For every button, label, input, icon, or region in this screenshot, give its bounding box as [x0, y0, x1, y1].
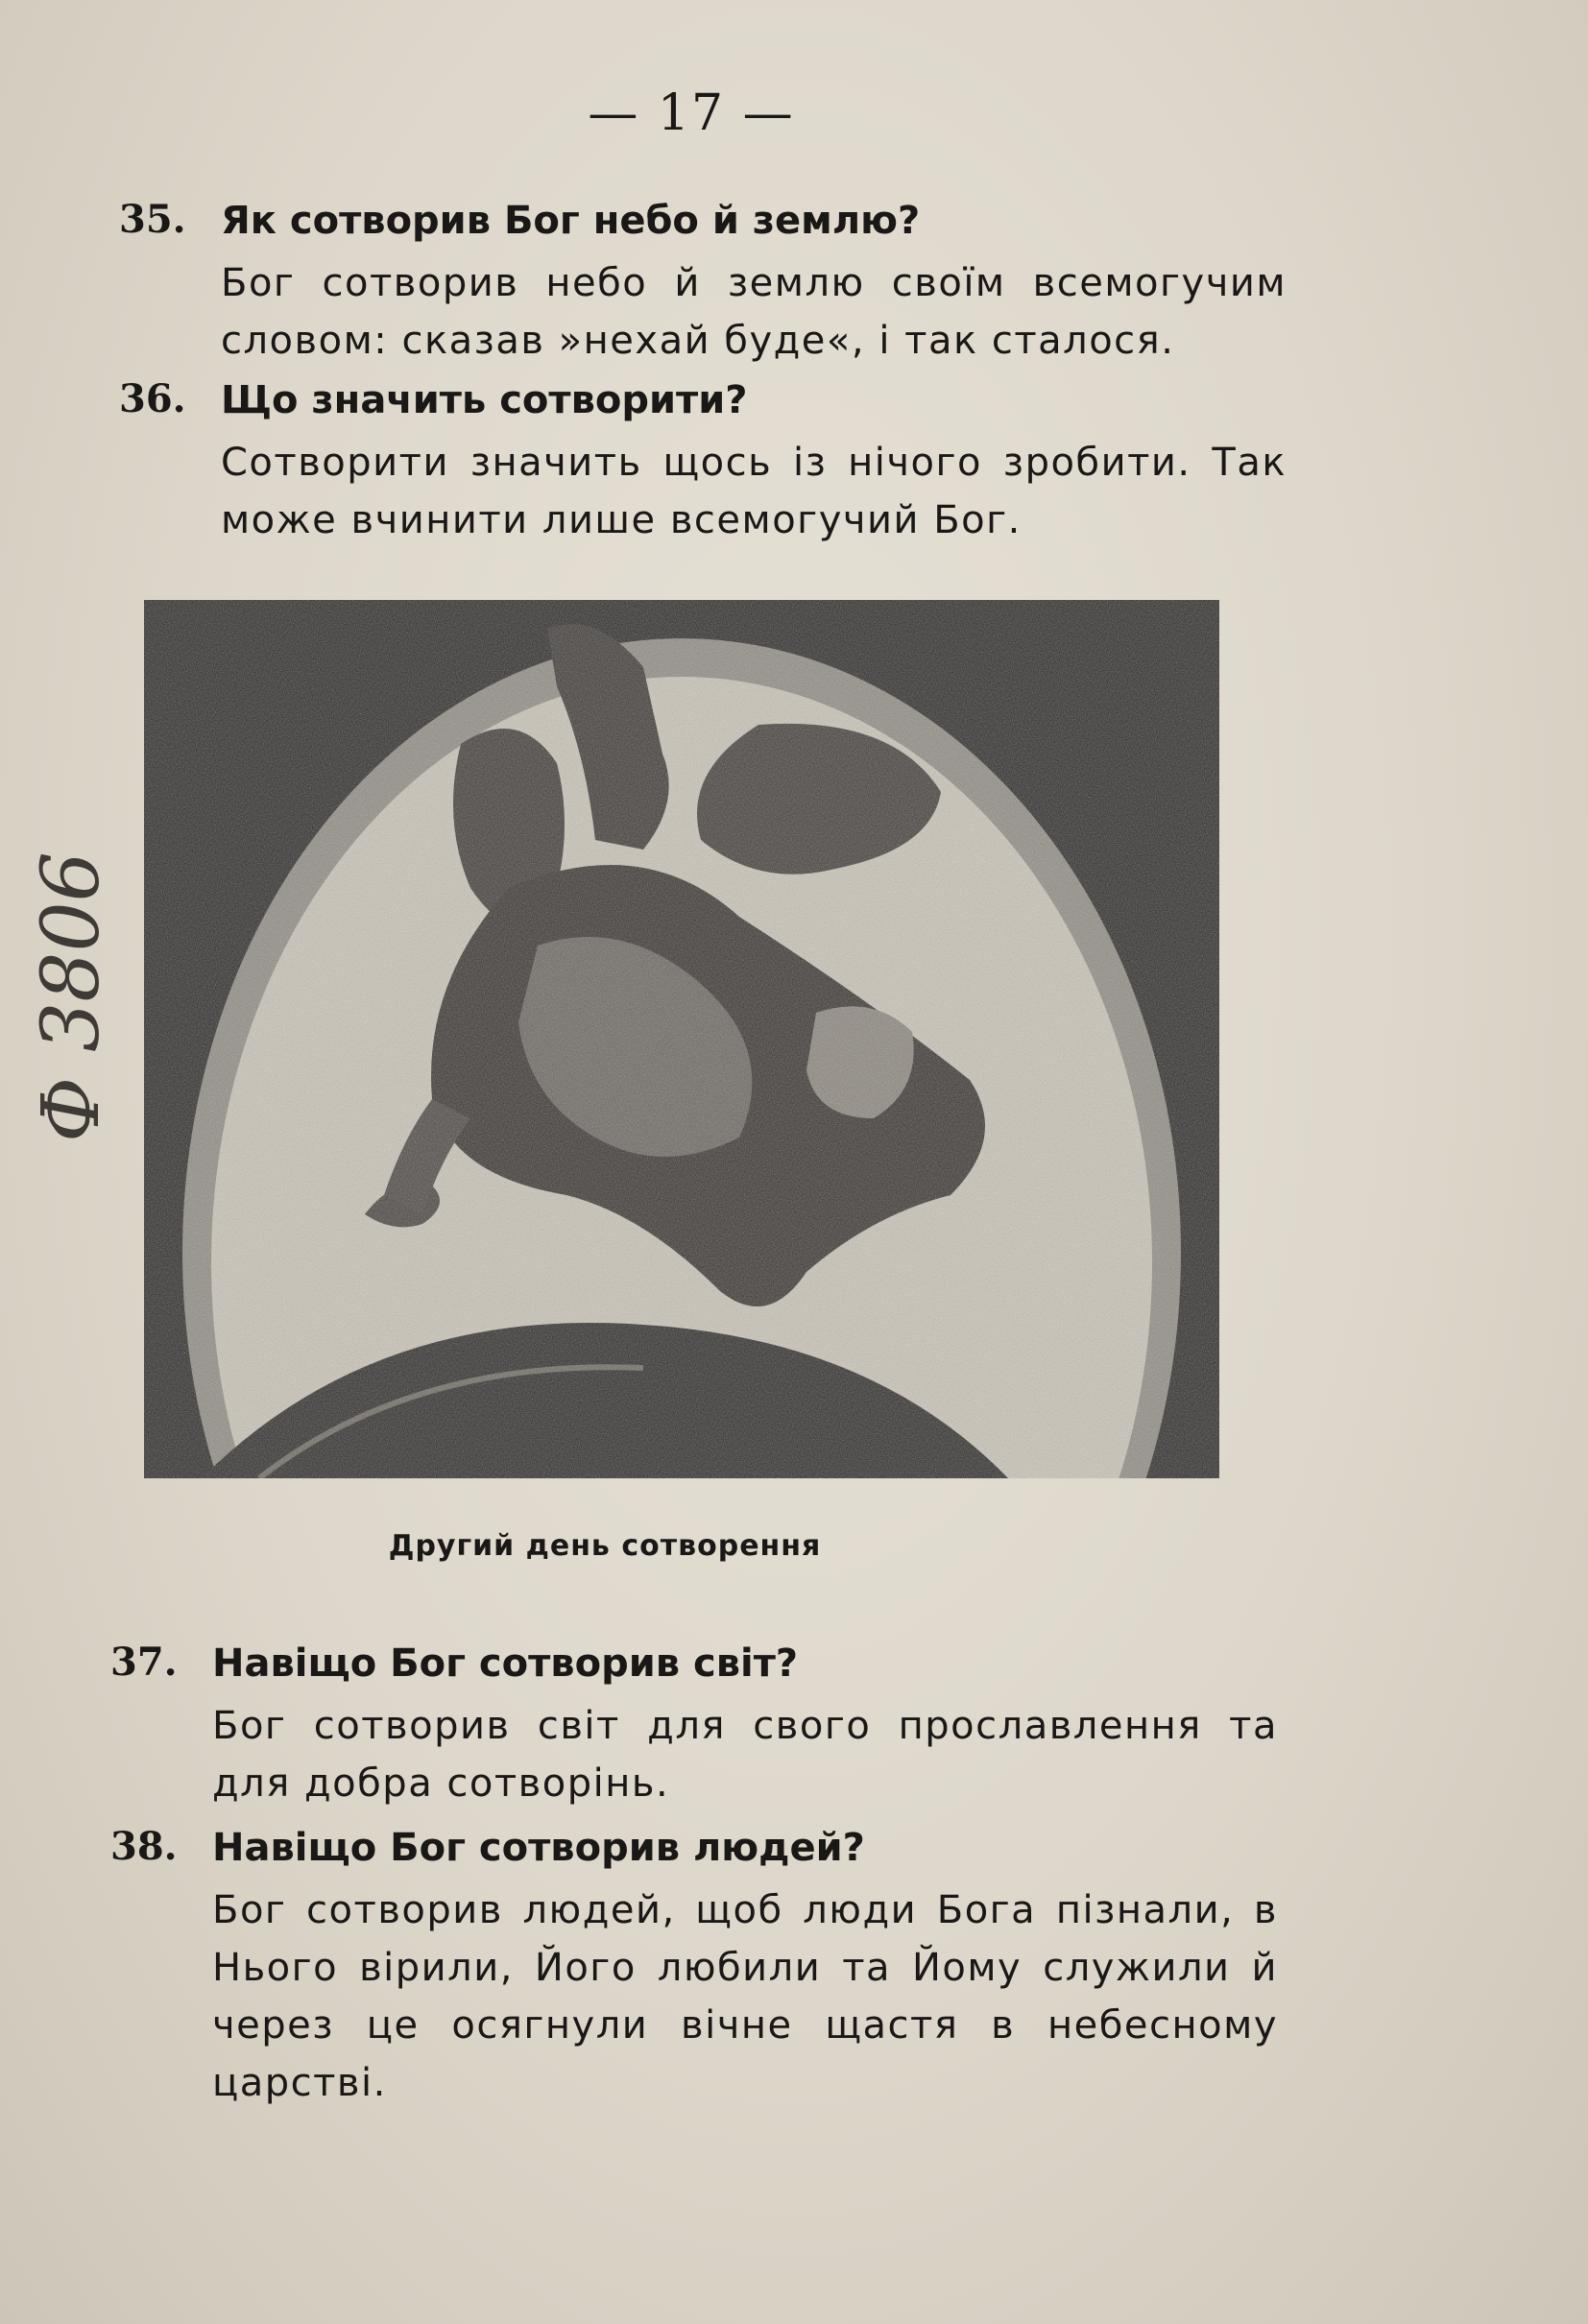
question-text: Навіщо Бог сотворив світ?	[212, 1641, 799, 1686]
creation-engraving	[144, 600, 1219, 1478]
page-number: — 17 —	[588, 84, 795, 142]
question-text: Що значить сотворити?	[221, 378, 748, 422]
answer-text: Бог сотворив небо й землю своїм всемогучим словом: сказав »нехай буде«, і так сталося.	[221, 261, 1287, 363]
figure-caption: Другий день сотворення	[388, 1529, 822, 1563]
question-text: Навіщо Бог сотворив людей?	[212, 1826, 865, 1870]
question-text: Як сотворив Бог небо й землю?	[221, 199, 921, 243]
engraving-illustration	[144, 600, 1219, 1478]
archive-stamp	[19, 826, 125, 1142]
answer-text: Сотворити значить щось із нічого зробити. Так може вчинити лише всемогучий Бог.	[221, 441, 1287, 542]
print-grain	[144, 600, 1219, 1478]
question-number: 38.	[110, 1824, 178, 1869]
answer-text: Бог сотворив світ для свого прославлення та для добра сотворінь.	[212, 1704, 1278, 1806]
question-number: 37.	[110, 1640, 178, 1685]
question-number: 35.	[119, 197, 186, 242]
question-number: 36.	[119, 376, 186, 421]
answer-text: Бог сотворив людей, щоб люди Бога пізнали, в Нього вірили, Його любили та Йому служили й через це осягнули вічне щастя в небесному царстві.	[212, 1888, 1278, 2105]
archive-stamp-text: Ф 3806	[26, 851, 117, 1142]
